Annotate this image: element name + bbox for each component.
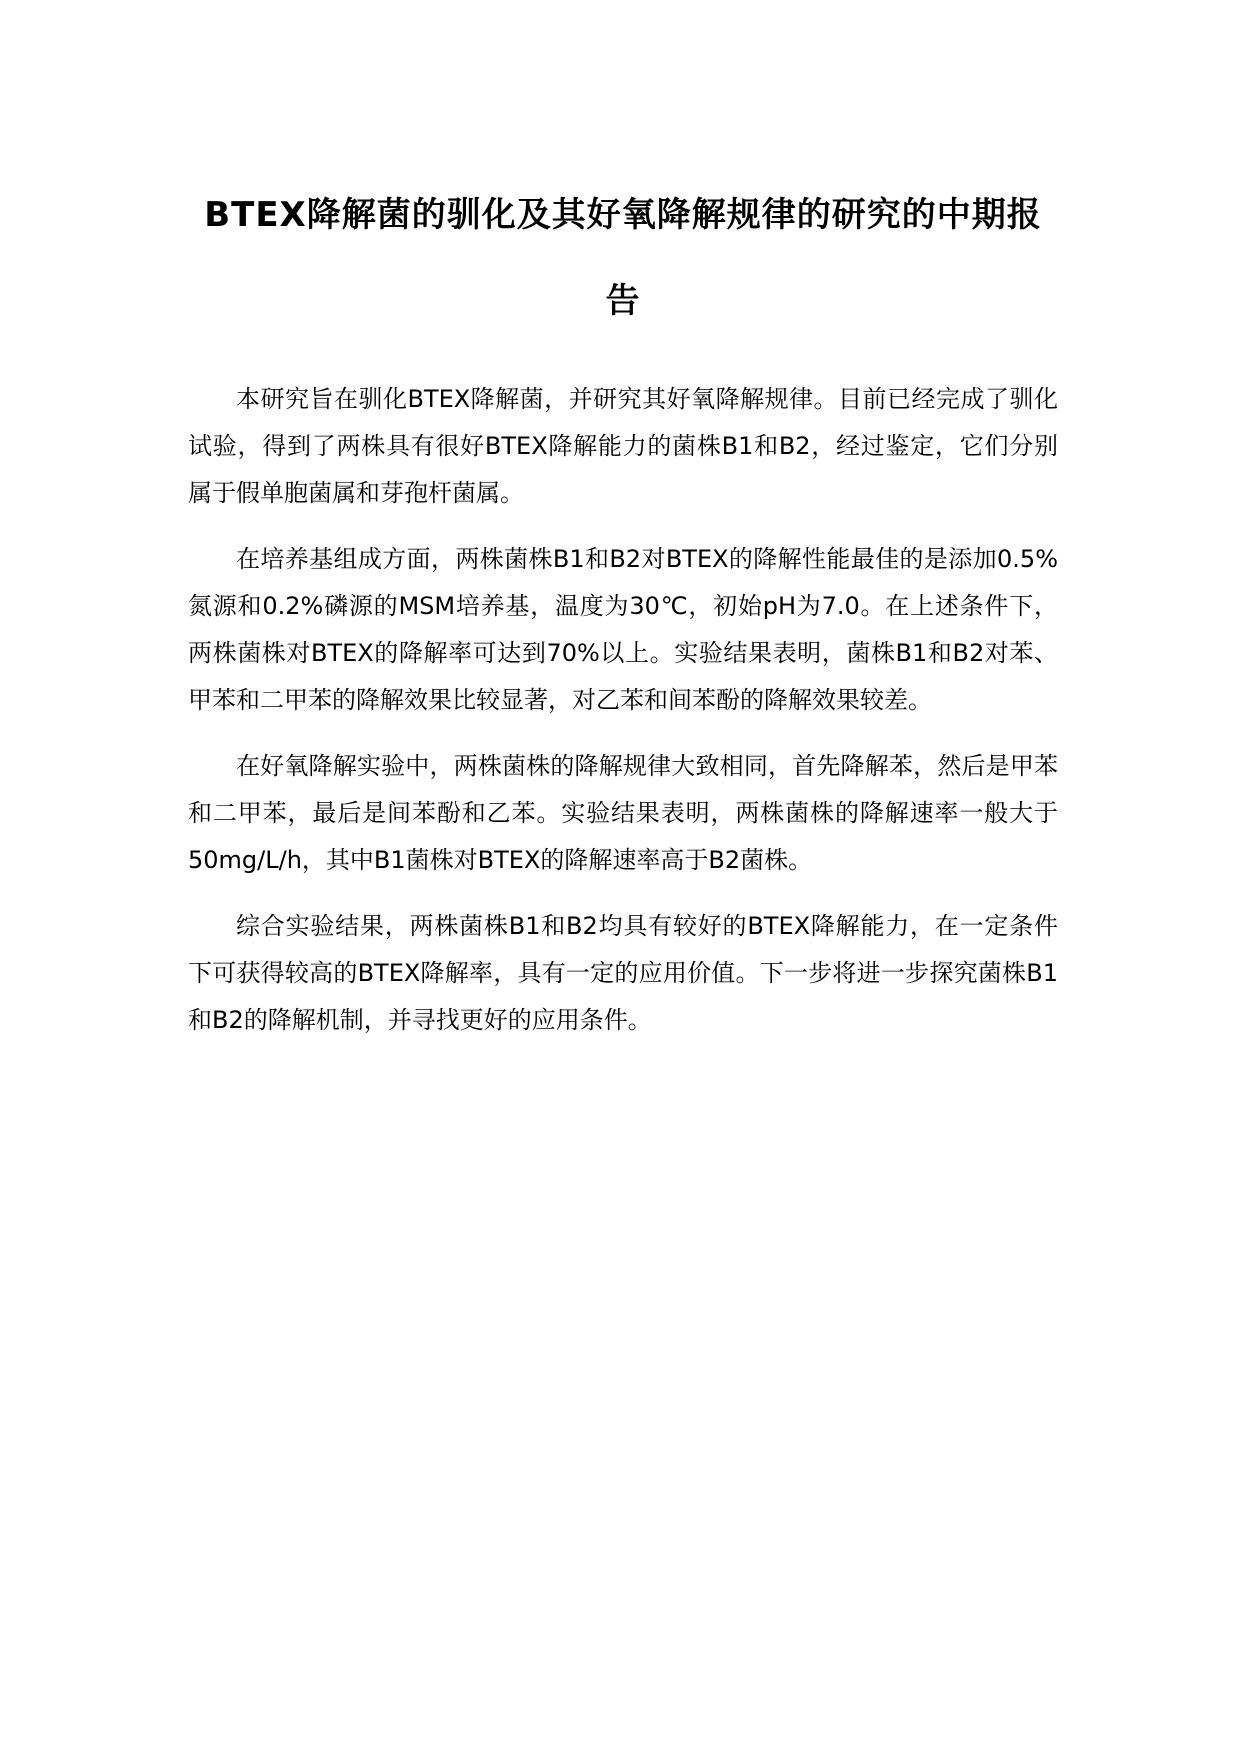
document-body (188, 376, 1058, 1063)
paragraph-conclusion: 综合实验结果，两株菌株B1和B2均具有较好的BTEX降解能力，在一定条件下可获得较高的BTEX降解率，具有一定的应用价值。下一步将进一步探究菌株B1和B2的降解机制，并寻找更好的应用条件。 (188, 912, 1058, 1034)
document-title: BTEX降解菌的驯化及其好氧降解规律的研究的中期报告 (204, 195, 1042, 321)
paragraph-aerobic-degradation: 在好氧降解实验中，两株菌株的降解规律大致相同，首先降解苯，然后是甲苯和二甲苯，最后是间苯酚和乙苯。实验结果表明，两株菌株的降解速率一般大于50mg/L/h，其中B1菌株对BTEX的降解速率高于B2菌株。 (188, 752, 1058, 874)
paragraph-medium-composition: 在培养基组成方面，两株菌株B1和B2对BTEX的降解性能最佳的是添加0.5%氮源和0.2%磷源的MSM培养基，温度为30℃，初始pH为7.0。在上述条件下，两株菌株对BTEX的降解率可达到70%以上。实验结果表明，菌株B1和B2对苯、甲苯和二甲苯的降解效果比较显著，对乙苯和间苯酚的降解效果较差。 (188, 545, 1058, 714)
paragraph-intro: 本研究旨在驯化BTEX降解菌，并研究其好氧降解规律。目前已经完成了驯化试验，得到了两株具有很好BTEX降解能力的菌株B1和B2，经过鉴定，它们分别属于假单胞菌属和芽孢杆菌属。 (188, 385, 1058, 507)
